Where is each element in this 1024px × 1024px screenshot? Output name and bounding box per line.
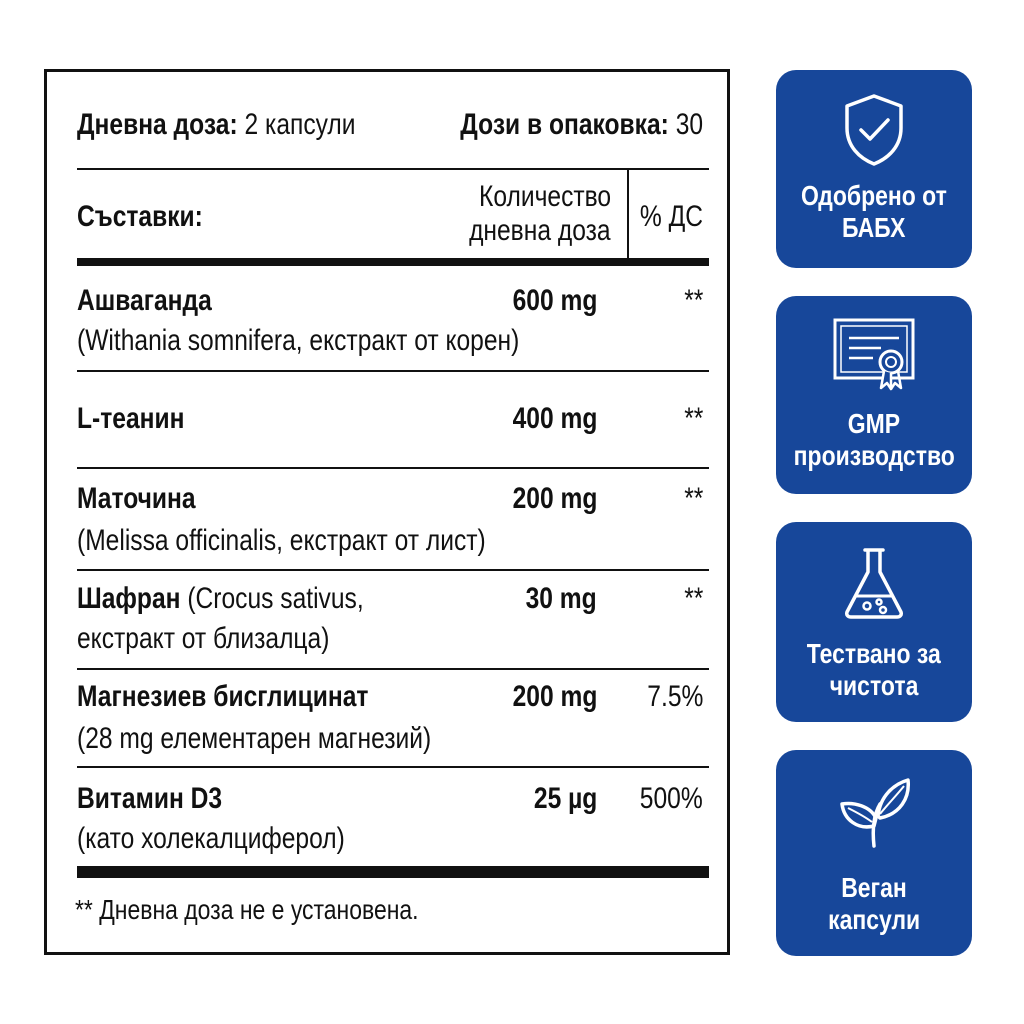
divider (77, 766, 709, 768)
daily-dose-label: Дневна доза: (77, 108, 238, 141)
badge-line2: производство (793, 440, 955, 471)
divider (77, 168, 709, 170)
ingredient-detail: (като холекалциферол) (77, 822, 345, 855)
flask-icon (839, 542, 909, 622)
badge-line1: Тествано за (806, 638, 942, 669)
badge-line2: БАБХ (842, 212, 906, 243)
badge-line1: Веган (841, 872, 907, 903)
doses-value: 30 (675, 108, 703, 141)
certificate-icon (831, 316, 917, 394)
ingredient-name: Шафран (Crocus sativus, (77, 582, 364, 615)
ingredient-dv: 500% (640, 782, 703, 815)
badge-tested (776, 522, 972, 722)
divider (77, 569, 709, 571)
ingredient-name: Магнезиев бисглицинат (77, 680, 369, 713)
ingredient-detail: (28 mg елементарен магнезий) (77, 722, 432, 755)
ingredient-name-suffix: (Crocus sativus, (180, 582, 364, 615)
badge-approved (776, 70, 972, 268)
ingredient-dv: 7.5% (646, 680, 703, 713)
badge-gmp (776, 296, 972, 494)
doses-per-pack (407, 108, 703, 142)
daily-dose (77, 108, 417, 142)
col-amount-line2: дневна доза (469, 214, 611, 247)
ingredient-name: Маточина (77, 482, 196, 515)
col-amount (438, 180, 611, 248)
ingredient-amount: 30 mg (525, 582, 597, 615)
ingredient-detail: екстракт от близалца) (77, 622, 330, 655)
ingredient-dv: ** (683, 284, 703, 317)
shield-check-icon (839, 92, 909, 168)
ingredient-detail: (Withania somnifera, екстракт от корен) (77, 324, 520, 357)
daily-dose-value: 2 капсули (244, 108, 356, 141)
thick-divider (77, 258, 709, 266)
divider (77, 467, 709, 469)
divider (77, 370, 709, 372)
col-amount-line1: Количество (478, 180, 611, 213)
ingredient-dv: ** (683, 402, 703, 435)
doses-label: Дози в опаковка: (460, 108, 669, 141)
badge-line1: Одобрено от (801, 180, 947, 211)
ingredient-amount: 200 mg (512, 482, 597, 515)
ingredient-detail: (Melissa officinalis, екстракт от лист) (77, 524, 486, 557)
ingredient-dv: ** (683, 582, 703, 615)
ingredient-name: Витамин D3 (77, 782, 223, 815)
ingredient-dv: ** (683, 482, 703, 515)
leaf-icon (836, 774, 912, 850)
ingredient-amount: 600 mg (512, 284, 597, 317)
footnote: ** Дневна доза не е установена. (75, 894, 419, 925)
badge-line2: капсули (827, 904, 921, 935)
ingredient-amount: 400 mg (512, 402, 597, 435)
supplement-facts-panel (44, 69, 730, 955)
ingredient-amount: 200 mg (512, 680, 597, 713)
badge-vegan (776, 750, 972, 956)
ingredient-name: L-теанин (77, 402, 185, 435)
ingredient-name: Ашваганда (77, 284, 212, 317)
badge-line1: GMP (847, 408, 901, 439)
ingredient-amount: 25 µg (533, 782, 597, 815)
thick-divider (77, 866, 709, 878)
badge-line2: чистота (829, 670, 919, 701)
col-dv: % ДС (639, 200, 703, 233)
col-ingredients: Съставки: (77, 200, 203, 233)
divider (77, 668, 709, 670)
